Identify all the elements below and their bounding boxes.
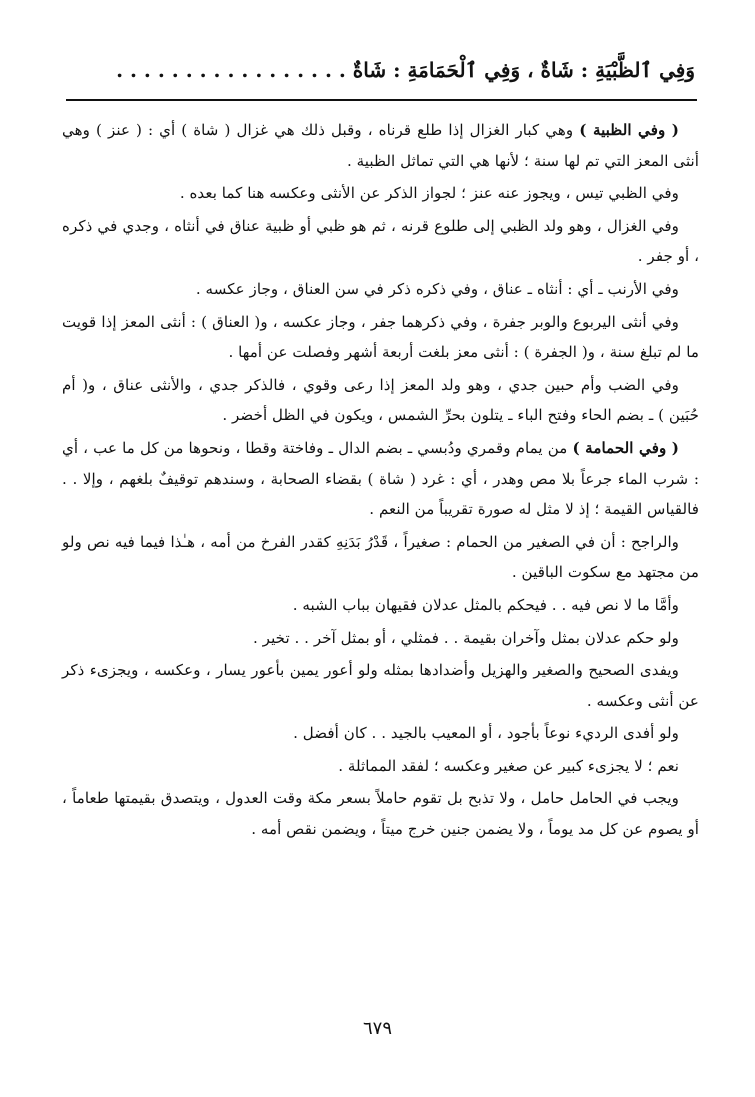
paragraph: وفي الأرنب ـ أي : أنثاه ـ عناق ، وفي ذكره ذكر في سن العناق ، وجاز عكسه . (195, 279, 679, 298)
paragraph: ويجب في الحامل حامل ، ولا تذبح بل تقوم حاملاً بسعر مكة وقت العدول ، ويتصدق بقيمتها طعاماً ، أو يصوم عن كل مد يوماً ، ولا يضمن جنين خرج ميتاً ، ويضمن نقص أمه . (62, 789, 699, 839)
paragraph: وفي الظبي تيس ، ويجوز عنه عنز ؛ لجواز الذكر عن الأنثى وعكسه هنا كما بعده . (179, 184, 679, 203)
commentary-body (62, 115, 699, 847)
paragraph: والراجح : أن في الصغير من الحمام : صغيراً ، قَدْرُ بَدَنِهِ كقدر الفرخ من أمه ، هـٰذا فيما فيه نص ولو من مجتهد مع سكوت الباقين . (62, 532, 699, 582)
paragraph: وفي الغزال ، وهو ولد الظبي إلى طلوع قرنه ، ثم هو ظبي أو ظبية عناق في أنثاه ، وجدي في ذكره ، أو جفر . (62, 216, 699, 266)
paragraph: وفي الضب وأم حبين جدي ، وهو ولد المعز إذا رعى وقوي ، فالذكر جدي ، والأنثى عناق ، و( أم حُبَين ) ـ بضم الحاء وفتح الباء ـ يتلون بحرِّ الشمس ، ويكون في الظل أخضر . (62, 375, 699, 425)
paragraph: ( وفي الظبية ) وهي كبار الغزال إذا طلع قرناه ، وقبل ذلك هي غزال ( شاة ) أي : ( عنز ) وهي أنثى المعز التي تم لها سنة ؛ لأنها هي التي تماثل الظبية . (62, 121, 699, 170)
paragraph: وفي أنثى اليربوع والوبر جفرة ، وفي ذكرهما جفر ، وجاز عكسه ، و( العناق ) : أنثى المعز إذا قويت ما لم تبلغ سنة ، و( الجفرة ) : أنثى معز بلغت أربعة أشهر وفصلت عن أمها . (62, 312, 699, 362)
header-divider (66, 99, 697, 101)
paragraph: ولو حكم عدلان بمثل وآخران بقيمة . . فمثلي ، أو بمثل آخر . . تخير . (253, 628, 679, 647)
paragraph: وأمَّا ما لا نص فيه . . فيحكم بالمثل عدلان فقيهان بباب الشبه . (292, 595, 679, 614)
matn-header-line: وَفِي ٱلظَّبْيَةِ : شَاةٌ ، وَفِي ٱلْحَمَامَةِ : شَاةٌ . . . . . . . . . . . . . . . . . (116, 58, 695, 82)
paragraph: ( وفي الحمامة ) من يمام وقمري ودُبسي ـ بضم الدال ـ وفاختة وقطا ، ونحوها من كل ما عب ، أي : شرب الماء جرعاً بلا مص وهدر ، أي : غرد ( شاة ) بقضاء الصحابة ، وسندهم توقيفٌ بلغهم ، وإلا . . فالقياس القيمة ؛ إذ لا مثل له صورة تقريباً من النعم . (62, 438, 699, 519)
paragraph: ويفدى الصحيح والصغير والهزيل وأضدادها بمثله ولو أعور يمين بأعور يسار ، وعكسه ، ويجزىء ذكر عن أنثى وعكسه . (62, 661, 699, 710)
paragraph: ولو أفدى الرديء نوعاً بأجود ، أو المعيب بالجيد . . كان أفضل . (293, 724, 679, 743)
paragraph: نعم ؛ لا يجزىء كبير عن صغير وعكسه ؛ لفقد المماثلة . (338, 756, 679, 775)
page-number: ٦٧٩ (362, 1018, 392, 1039)
